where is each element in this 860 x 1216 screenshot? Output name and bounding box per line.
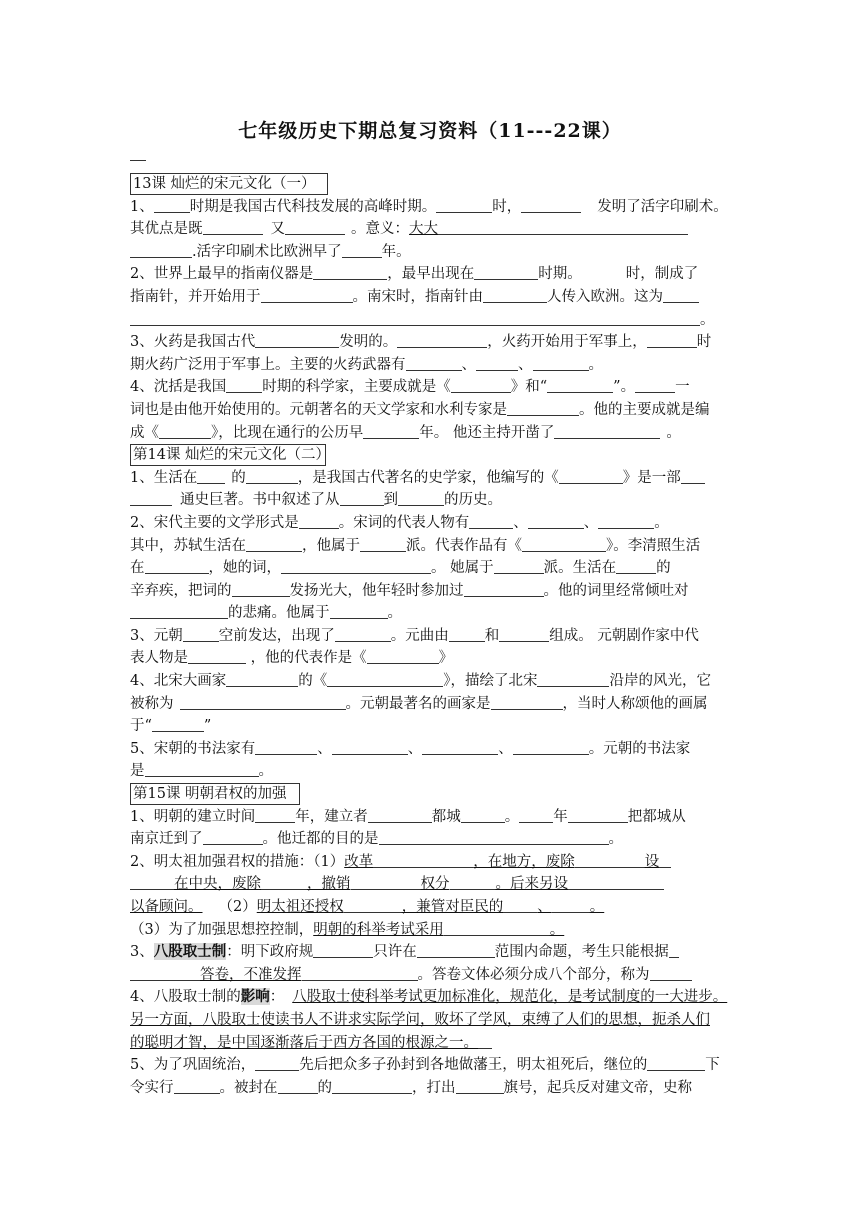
q14-4-line1: 4、北宋大画家 的《 》，描绘了北宋 沿岸的风光，它: [130, 673, 711, 690]
q14-5-line2: 是 。: [130, 763, 273, 780]
q14-3-line2: 表人物是 ，他的代表作是《 》: [130, 650, 454, 667]
q14-4-line3: 于“ ”: [130, 718, 212, 735]
q13-1-line1: 1、 时期是我国古代科技发展的高峰时期。 时， 发明了活字印刷术。: [130, 198, 728, 215]
q14-2-line2: 其中，苏轼生活在 ，他属于 派。代表作品有《 》。李清照生活: [130, 537, 701, 554]
q15-2-line2: 在中央，废除 ，撤销 权分 。后来另设: [130, 873, 730, 896]
q15-3-line2: 答卷，不准发挥 。答卷文体必须分成八个部分，称为: [130, 964, 730, 987]
q15-1-line2: 南京迁到了 。他迁都的目的是 。: [130, 831, 623, 848]
q13-3-line2: 期火药广泛用于军事上。主要的火药武器有 、 、 。: [130, 356, 603, 373]
q14-2-line3: 在 ，她的词， 。 她属于 派。生活在 的: [130, 560, 671, 577]
q15-2-line4: （3）为了加强思想控控制，明朝的科举考试采用 。: [130, 921, 565, 938]
q14-2-line1: 2、宋代主要的文学形式是 。宋词的代表人物有 、 、 。: [130, 514, 669, 531]
q15-5-line2: 令实行 。被封在 的 ，打出 旗号，起兵反对建文帝，史称: [130, 1079, 692, 1096]
document-body: [130, 173, 730, 1099]
divider-stub: [130, 160, 146, 161]
q15-2-line1: 2、明太祖加强君权的措施：（1）改革 ，在地方，废除 设: [130, 851, 730, 874]
document-title: 七年级历史下期总复习资料（11---22课）: [238, 120, 622, 142]
q14-5-line1: 5、宋朝的书法家有 、 、 、 。元朝的书法家: [130, 740, 691, 757]
q15-3-line1: 3、八股取士制：明下政府规 只许在 范围内命题，考生只能根据: [130, 941, 730, 964]
q14-4-line2: 被称为 。元朝最著名的画家是 ，当时人称颂他的画属: [130, 695, 708, 712]
q13-4-line1: 4、沈括是我国 时期的科学家，主要成就是《 》和“ ”。 一: [130, 379, 690, 396]
q15-4-line2: 另一方面，八股取士使读书人不讲求实际学问，败坏了学风，束缚了人们的思想，扼杀人们: [130, 1011, 710, 1028]
section-heading-14: 第14课 灿烂的宋元文化（二）: [130, 444, 326, 466]
q13-1-line3: .活字印刷术比欧洲早了 年。: [130, 241, 730, 264]
term-baguqushi: 八股取士制: [153, 943, 227, 961]
q14-2-line5: 的悲痛。他属于 。: [130, 602, 730, 625]
q15-1-line1: 1、明朝的建立时间 年，建立者 都城 。 年 把都城从: [130, 808, 686, 825]
q13-2-line2: 指南针，并开始用于 。南宋时，指南针由 人传入欧洲。这为: [130, 286, 730, 309]
q14-1-line1: 1、生活在 的 ，是我国古代著名的史学家，他编写的《 》是一部: [130, 467, 730, 490]
section-heading-15: 第15课 明朝君权的加强: [130, 783, 300, 805]
q13-2-line3: 。: [130, 309, 730, 332]
q13-4-line3: 成《 》，比现在通行的公历早 年。 他还主持开凿了 。: [130, 424, 681, 441]
q15-4-line1: 4、八股取士制的影响： 八股取士使科举考试更加标准化，规范化，是考试制度的一大进步。: [130, 988, 728, 1006]
q14-2-line4: 辛弃疾，把词的 发扬光大，他年轻时参加过 。他的词里经常倾吐对: [130, 582, 689, 599]
q15-2-line3: 以备顾问。 （2）明太祖还授权 ，兼管对臣民的 、 。: [130, 899, 605, 915]
term-impact: 影响: [240, 988, 270, 1006]
q13-1-line2: 其优点是既 又 。意义：大大: [130, 218, 730, 241]
q15-4-line3: 的聪明才智，是中国逐渐落后于西方各国的根源之一。: [130, 1032, 730, 1055]
section-heading-13: 13课 灿烂的宋元文化（一）: [130, 173, 328, 195]
q14-1-line2: 通史巨著。书中叙述了从 到 的历史。: [130, 489, 730, 512]
q13-3-line1: 3、火药是我国古代 发明的。 ，火药开始用于军事上， 时: [130, 334, 712, 351]
q13-4-line2: 词也是由他开始使用的。元朝著名的天文学家和水利专家是 。他的主要成就是编: [130, 401, 710, 418]
q14-3-line1: 3、元朝 空前发达，出现了 。元曲由 和 组成。 元朝剧作家中代: [130, 627, 699, 644]
q13-2-line1: 2、世界上最早的指南仪器是 ，最早出现在 时期。 时，制成了: [130, 266, 699, 283]
q15-5-line1: 5、为了巩固统治， 先后把众多子孙封到各地做藩王，明太祖死后，继位的 下: [130, 1057, 720, 1074]
